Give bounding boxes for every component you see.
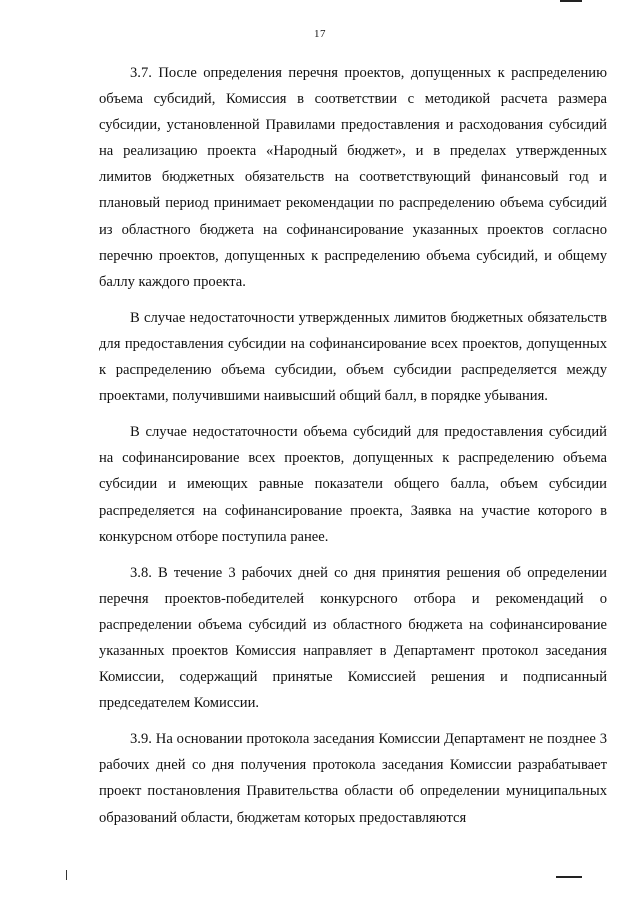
paragraph-limits-insufficiency: В случае недостаточности утвержденных лимитов бюджетных обязательств для предоставления субсидии на софинансирование всех проектов, допущенных к распределению объема субсидии, объем субсидии распределяется между проектами, получившими наивысший общий балл, в порядке убывания.	[99, 309, 607, 405]
scan-mark-top-right	[560, 0, 582, 2]
document-body	[99, 60, 607, 841]
paragraph-3-7: 3.7. После определения перечня проектов, допущенных к распределению объема субсидий, Комиссия в соответствии с методикой расчета размера субсидии, установленной Правилами предоставления и расходования субсидий на реализацию проекта «Народный бюджет», и в пределах утвержденных лимитов бюджетных обязательств на соответствующий финансовый год и плановый период принимает рекомендации по распределению объема субсидий из областного бюджета на софинансирование указанных проектов согласно перечню проектов, допущенных к распределению объема субсидий, и общему баллу каждого проекта.	[99, 65, 607, 290]
scan-mark-bottom-right	[556, 876, 582, 878]
paragraph-subsidy-insufficiency: В случае недостаточности объема субсидий для предоставления субсидий на софинансирование всех проектов, допущенных к распределению объема субсидии и имеющих равные показатели общего балла, объем субсидии распределяется на софинансирование проекта, Заявка на участие которого в конкурсном отборе поступила ранее.	[99, 424, 607, 545]
paragraph-3-8: 3.8. В течение 3 рабочих дней со дня принятия решения об определении перечня проектов-победителей конкурсного отбора и рекомендаций о распределении объема субсидий из областного бюджета на софинансирование указанных проектов Комиссия направляет в Департамент протокол заседания Комиссии, содержащий принятые Комиссией решения и подписанный председателем Комиссии.	[99, 564, 607, 712]
scan-mark-bottom-left	[66, 870, 67, 880]
page-number: 17	[314, 28, 326, 40]
paragraph-3-9: 3.9. На основании протокола заседания Комиссии Департамент не позднее 3 рабочих дней со дня получения протокола заседания Комиссии разрабатывает проект постановления Правительства области об определении муниципальных образований области, бюджетам которых предоставляются	[99, 731, 607, 826]
